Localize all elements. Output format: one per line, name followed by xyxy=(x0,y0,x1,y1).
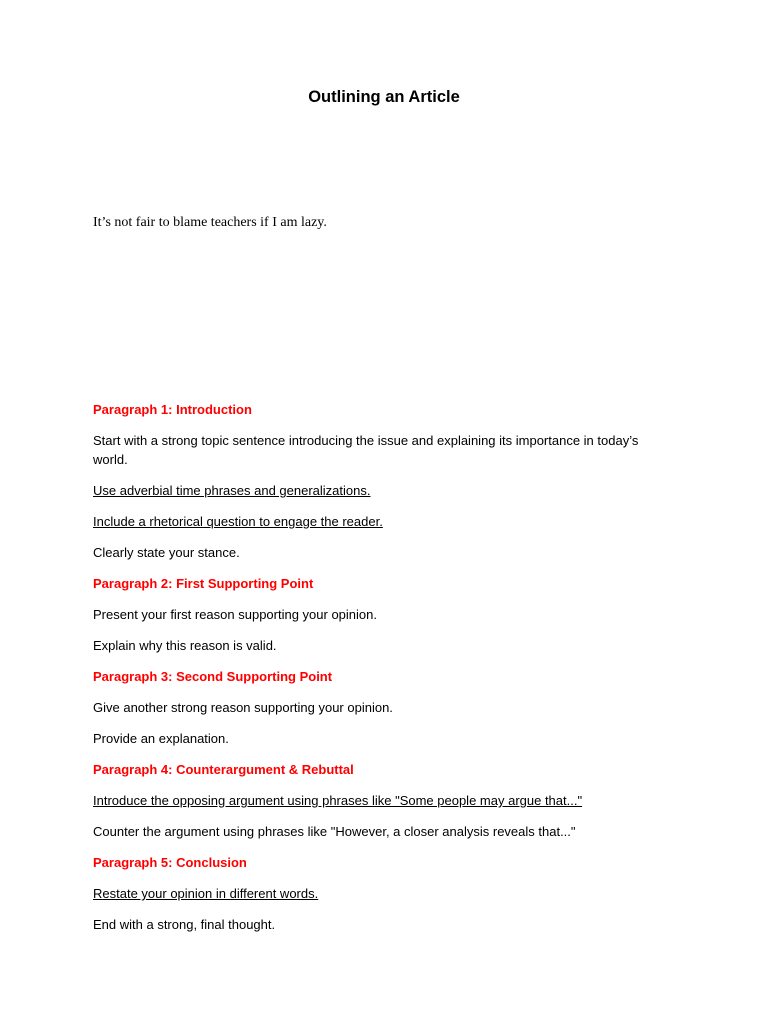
outline-heading-paragraph-4: Paragraph 4: Counterargument & Rebuttal xyxy=(93,762,354,777)
page-title: Outlining an Article xyxy=(308,88,460,106)
outline-item: Explain why this reason is valid. xyxy=(93,638,277,653)
outline-heading-paragraph-5: Paragraph 5: Conclusion xyxy=(93,855,247,870)
article-topic: It’s not fair to blame teachers if I am lazy. xyxy=(93,215,327,230)
outline-item: Restate your opinion in different words. xyxy=(93,886,319,901)
outline-item: Provide an explanation. xyxy=(93,731,229,746)
outline-item: Introduce the opposing argument using phrases like "Some people may argue that..." xyxy=(93,793,583,808)
outline-heading-paragraph-1: Paragraph 1: Introduction xyxy=(93,402,252,417)
outline-heading-paragraph-2: Paragraph 2: First Supporting Point xyxy=(93,576,314,591)
outline-item: Include a rhetorical question to engage the reader. xyxy=(93,514,383,529)
outline-item: Give another strong reason supporting your opinion. xyxy=(93,700,393,715)
outline-item: Counter the argument using phrases like "However, a closer analysis reveals that..." xyxy=(93,824,576,839)
outline-item: Clearly state your stance. xyxy=(93,545,240,560)
outline-heading-paragraph-3: Paragraph 3: Second Supporting Point xyxy=(93,669,333,684)
outline-item: Present your first reason supporting your opinion. xyxy=(93,607,377,622)
outline-list xyxy=(93,400,673,946)
outline-item: Use adverbial time phrases and generalizations. xyxy=(93,483,371,498)
outline-item: End with a strong, final thought. xyxy=(93,917,276,932)
outline-item: Start with a strong topic sentence introducing the issue and explaining its importance in today’s world. xyxy=(93,433,639,467)
